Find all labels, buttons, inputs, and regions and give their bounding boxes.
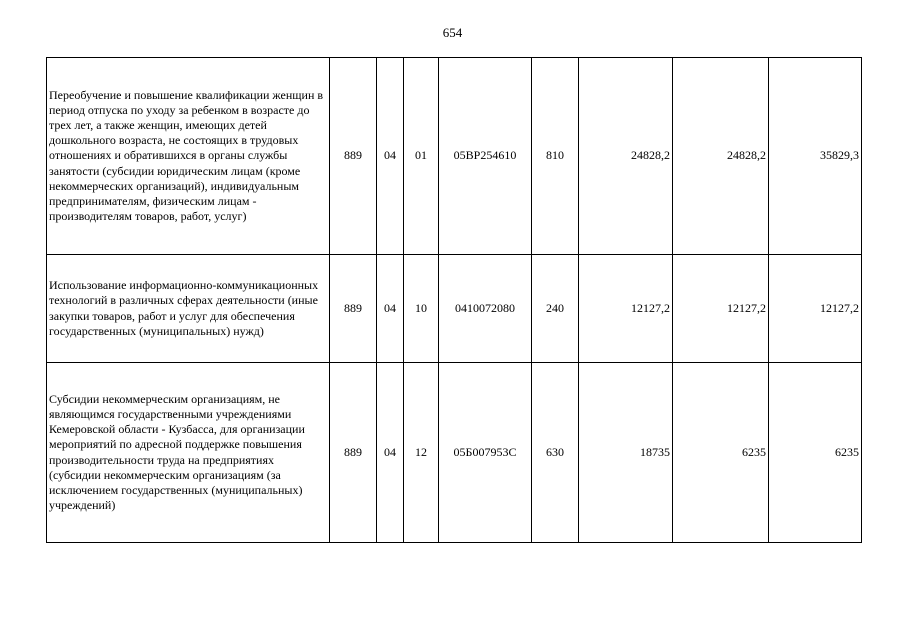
section-code: 04 — [377, 363, 404, 543]
amount-3: 6235 — [769, 363, 862, 543]
table-row — [47, 363, 862, 543]
target-article-code: 05Б007953С — [439, 363, 532, 543]
amount-3: 12127,2 — [769, 255, 862, 363]
expense-type-code: 630 — [532, 363, 579, 543]
ministry-code: 889 — [330, 363, 377, 543]
row-description: Переобучение и повышение квалификации женщин в период отпуска по уходу за ребенком в возрасте до трех лет, а также женщин, имеющих детей дошкольного возраста, не состоящих в трудовых отношениях и обратившихся в органы службы занятости (субсидии юридическим лицам (кроме некоммерческих организаций), индивидуальным предпринимателям, физическим лицам - производителям товаров, работ, услуг) — [47, 58, 330, 255]
amount-3: 35829,3 — [769, 58, 862, 255]
amount-2: 12127,2 — [673, 255, 769, 363]
amount-1: 18735 — [579, 363, 673, 543]
subsection-code: 10 — [404, 255, 439, 363]
page-number: 654 — [442, 25, 463, 40]
row-description: Субсидии некоммерческим организациям, не являющимся государственными учреждениями Кемеровской области - Кузбасса, для организации мероприятий по адресной поддержке повышения производительности труда на предприятиях (субсидии некоммерческим организациям (за исключением государственных (муниципальных) учреждений) — [47, 363, 330, 543]
table-row — [47, 58, 862, 255]
ministry-code: 889 — [330, 58, 377, 255]
expense-type-code: 240 — [532, 255, 579, 363]
amount-1: 12127,2 — [579, 255, 673, 363]
ministry-code: 889 — [330, 255, 377, 363]
subsection-code: 01 — [404, 58, 439, 255]
amount-2: 24828,2 — [673, 58, 769, 255]
subsection-code: 12 — [404, 363, 439, 543]
section-code: 04 — [377, 58, 404, 255]
expense-type-code: 810 — [532, 58, 579, 255]
amount-1: 24828,2 — [579, 58, 673, 255]
budget-table — [46, 57, 862, 543]
target-article-code: 05ВР254610 — [439, 58, 532, 255]
target-article-code: 0410072080 — [439, 255, 532, 363]
amount-2: 6235 — [673, 363, 769, 543]
row-description: Использование информационно-коммуникационных технологий в различных сферах деятельности (иные закупки товаров, работ и услуг для обеспечения государственных (муниципальных) нужд) — [47, 255, 330, 363]
section-code: 04 — [377, 255, 404, 363]
table-row — [47, 255, 862, 363]
